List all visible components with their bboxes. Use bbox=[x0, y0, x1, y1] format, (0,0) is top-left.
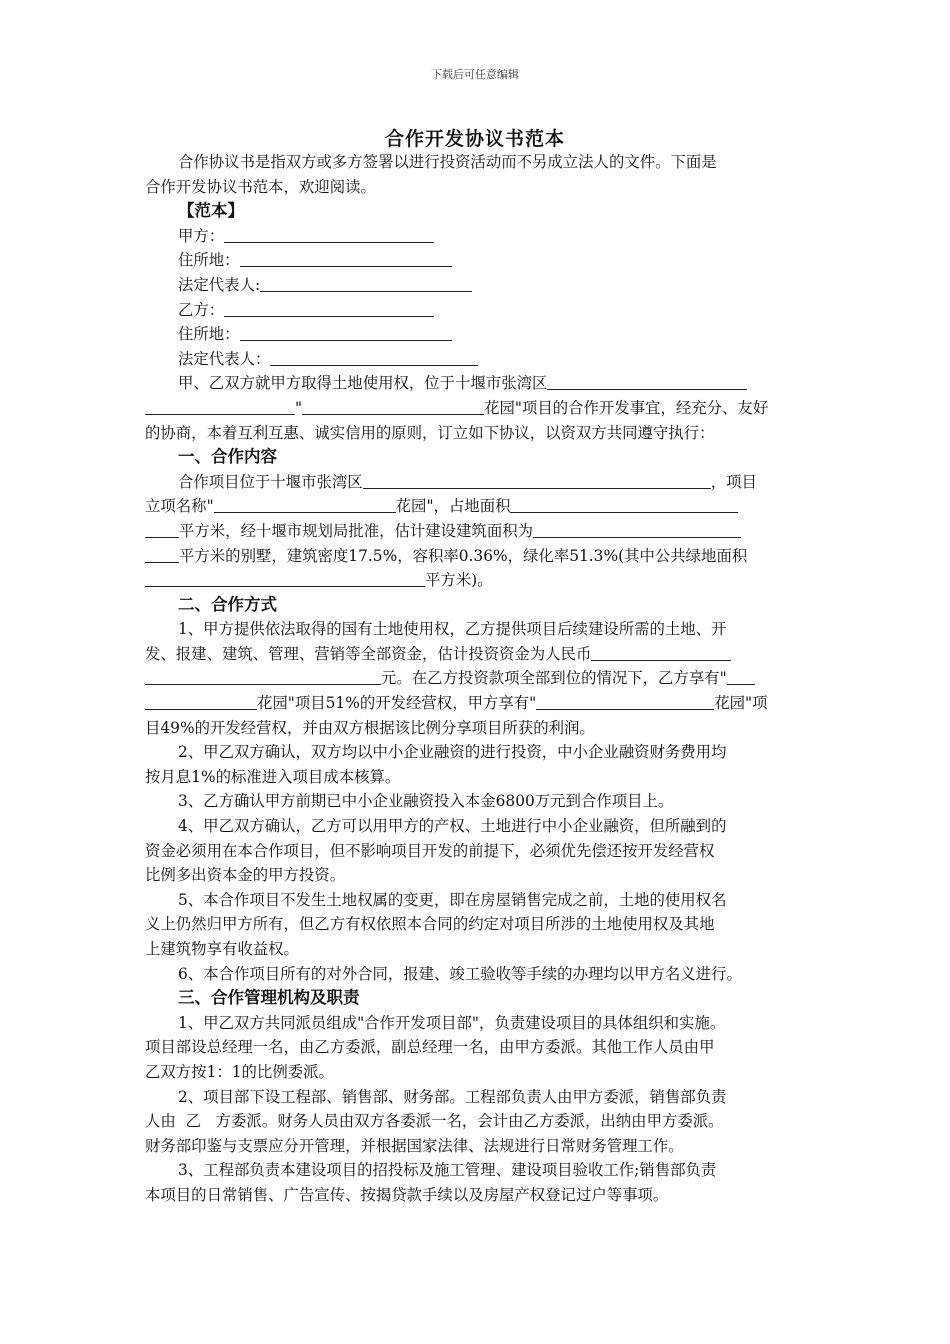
document-title: 合作开发协议书范本 bbox=[384, 128, 565, 150]
s2-line: 3、乙方确认甲方前期已中小企业融资投入本金6800万元到合作项目上。 bbox=[178, 792, 674, 811]
header-note: 下载后可任意编辑 bbox=[431, 68, 519, 81]
project-name-blank bbox=[536, 694, 714, 710]
s2-line bbox=[145, 666, 813, 691]
building-area-blank bbox=[533, 522, 741, 538]
s2-line: 目49%的开发经营权，并由双方根据该比例分享项目所获的利润。 bbox=[145, 718, 595, 737]
s3-line: 乙双方按1：1的比例委派。 bbox=[145, 1062, 334, 1081]
project-name-blank bbox=[145, 694, 257, 710]
s2-line: 资金必须用在本合作项目，但不影响项目开发的前提下，必须优先偿还按开发经营权 bbox=[145, 841, 715, 860]
project-name-blank bbox=[214, 497, 396, 513]
section-3-heading: 三、合作管理机构及职责 bbox=[178, 988, 360, 1008]
legal-rep-2-blank bbox=[270, 350, 478, 366]
s1-line bbox=[145, 568, 813, 593]
address-1-blank bbox=[240, 251, 452, 267]
legal-rep-1-field bbox=[145, 273, 813, 298]
s1-text: 立项名称" bbox=[145, 497, 214, 516]
s2-text: 花园"项目51%的开发经营权，甲方享有" bbox=[257, 694, 537, 713]
s3-line: 项目部设总经理一名，由乙方委派，副总经理一名，由甲方委派。其他工作人员由甲 bbox=[145, 1038, 715, 1057]
sample-label: 【范本】 bbox=[178, 201, 244, 221]
section-1-heading: 一、合作内容 bbox=[178, 447, 277, 467]
legal-rep-1-blank bbox=[260, 276, 472, 292]
s1-text: ，项目 bbox=[710, 472, 757, 491]
address-2-field bbox=[145, 322, 813, 347]
s1-text: 平方米，经十堰市规划局批准，估计建设建筑面积为 bbox=[179, 521, 533, 540]
party-b-field bbox=[145, 298, 813, 323]
address-2-label: 住所地： bbox=[178, 325, 240, 344]
s1-text: 平方米)。 bbox=[425, 571, 493, 590]
legal-rep-2-field bbox=[145, 347, 813, 372]
preamble-line bbox=[145, 371, 813, 396]
s3-line: 3、工程部负责本建设项目的招投标及施工管理、建设项目验收工作;销售部负责 bbox=[178, 1161, 717, 1180]
party-a-field bbox=[145, 224, 813, 249]
s1-text: 合作项目位于十堰市张湾区 bbox=[178, 472, 363, 491]
document-body bbox=[145, 150, 813, 1208]
investment-amount-blank bbox=[145, 669, 381, 685]
preamble-line bbox=[145, 396, 813, 421]
s2-line: 上建筑物享有收益权。 bbox=[145, 940, 299, 958]
intro-line: 合作开发协议书范本，欢迎阅读。 bbox=[145, 177, 376, 196]
s2-line: 5、本合作项目不发生土地权属的变更，即在房屋销售完成之前，土地的使用权名 bbox=[178, 890, 727, 909]
address-2-blank bbox=[240, 325, 452, 341]
s1-line bbox=[145, 494, 813, 519]
s3-line: 财务部印鉴与支票应分开管理，并根据国家法律、法规进行日常财务管理工作。 bbox=[145, 1136, 684, 1155]
s3-line: 1、甲乙双方共同派员组成"合作开发项目部"，负责建设项目的具体组织和实施。 bbox=[178, 1013, 726, 1032]
s1-line bbox=[145, 519, 813, 544]
s1-line bbox=[145, 544, 813, 569]
location-blank bbox=[547, 374, 747, 390]
party-b-label: 乙方： bbox=[178, 300, 225, 319]
party-a-blank bbox=[224, 227, 434, 243]
legal-rep-2-label: 法定代表人： bbox=[178, 349, 271, 368]
s2-line: 4、甲乙双方确认，乙方可以用甲方的产权、土地进行中小企业融资，但所融到的 bbox=[178, 817, 727, 836]
party-b-blank bbox=[224, 301, 434, 317]
project-name-blank bbox=[302, 399, 484, 415]
preamble-text: 甲、乙双方就甲方取得土地使用权，位于十堰市张湾区 bbox=[178, 374, 548, 393]
s2-line: 比例多出资本金的甲方投资。 bbox=[145, 866, 346, 885]
land-area-blank bbox=[145, 522, 179, 538]
s2-line: 2、甲乙双方确认，双方均以中小企业融资的进行投资，中小企业融资财务费用均 bbox=[178, 743, 727, 762]
preamble-line: 的协商，本着互利互惠、诚实信用的原则，订立如下协议，以资双方共同遵守执行： bbox=[145, 423, 715, 442]
s2-line: 6、本合作项目所有的对外合同，报建、竣工验收等手续的办理均以甲方名义进行。 bbox=[178, 964, 742, 983]
public-green-area-blank bbox=[145, 571, 425, 587]
investment-amount-blank bbox=[591, 645, 731, 661]
s2-text: 花园"项 bbox=[714, 694, 768, 713]
s1-text: 平方米的别墅，建筑密度17.5%，容积率0.36%，绿化率51.3%(其中公共绿地面积 bbox=[179, 546, 748, 565]
building-area-blank bbox=[145, 547, 179, 563]
s1-text: 花园"，占地面积 bbox=[395, 497, 511, 516]
s1-line bbox=[145, 470, 813, 495]
s2-line bbox=[145, 691, 813, 716]
s2-text: 元。在乙方投资款项全部到位的情况下，乙方享有" bbox=[381, 669, 727, 688]
s2-text: 发、报建、建筑、管理、营销等全部资金，估计投资资金为人民币 bbox=[145, 644, 592, 663]
s2-line: 义上仍然归甲方所有，但乙方有权依照本合同的约定对项目所涉的土地使用权及其地 bbox=[145, 915, 715, 934]
preamble-text: 花园"项目的合作开发事宜，经充分、友好 bbox=[484, 398, 769, 417]
intro-line: 合作协议书是指双方或多方签署以进行投资活动而不另成立法人的文件。下面是 bbox=[178, 153, 717, 171]
s2-line: 1、甲方提供依法取得的国有土地使用权，乙方提供项目后续建设所需的土地、开 bbox=[178, 620, 727, 639]
section-2-heading: 二、合作方式 bbox=[178, 594, 277, 614]
land-area-blank bbox=[510, 497, 738, 513]
s3-line: 本项目的日常销售、广告宣传、按揭贷款手续以及房屋产权登记过户等事项。 bbox=[145, 1185, 669, 1204]
legal-rep-1-label: 法定代表人: bbox=[178, 275, 261, 294]
s3-line: 2、项目部下设工程部、销售部、财务部。工程部负责人由甲方委派，销售部负责 bbox=[178, 1087, 727, 1106]
address-1-field bbox=[145, 248, 813, 273]
location-blank bbox=[145, 399, 295, 415]
project-location-blank bbox=[363, 473, 711, 489]
project-name-blank bbox=[727, 669, 755, 685]
party-a-label: 甲方： bbox=[178, 226, 225, 245]
address-1-label: 住所地： bbox=[178, 251, 240, 270]
preamble-text: " bbox=[295, 398, 303, 417]
s2-line: 按月息1%的标准进入项目成本核算。 bbox=[145, 767, 401, 786]
s2-line bbox=[145, 642, 813, 667]
s3-line: 人由 乙 方委派。财务人员由双方各委派一名，会计由乙方委派，出纳由甲方委派。 bbox=[145, 1112, 724, 1131]
